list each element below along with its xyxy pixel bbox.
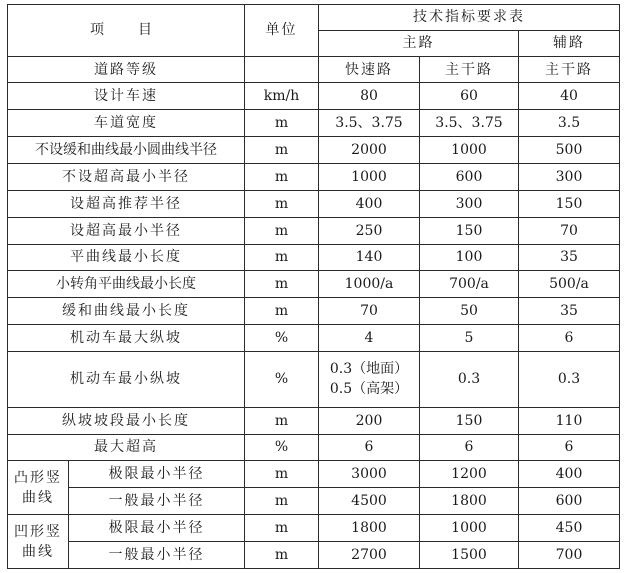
row-value-expressway: 2000 — [319, 137, 420, 164]
row-label: 纵坡坡段最小长度 — [8, 407, 245, 434]
row-label: 不设缓和曲线最小圆曲线半径 — [8, 137, 245, 164]
row-value-aux-road: 110 — [519, 407, 620, 434]
table-row — [8, 244, 620, 271]
row-value-expressway: 4500 — [319, 488, 420, 515]
row-value-aux-road: 35 — [519, 298, 620, 325]
row-label: 机动车最大纵坡 — [8, 325, 245, 352]
table-row — [8, 461, 620, 488]
row-unit: m — [245, 407, 319, 434]
row-unit: m — [245, 190, 319, 217]
row-value-main-arterial: 150 — [420, 217, 519, 244]
row-value-aux-road: 450 — [519, 515, 620, 542]
row-label: 设超高推荐半径 — [8, 190, 245, 217]
row-value-expressway: 2700 — [319, 541, 420, 568]
row-value-main-arterial: 150 — [420, 407, 519, 434]
row-unit — [245, 56, 319, 83]
table-row — [8, 351, 620, 407]
table-row — [8, 83, 620, 110]
row-label: 机动车最小纵坡 — [8, 351, 245, 407]
row-unit: m — [245, 515, 319, 542]
header-unit: 单位 — [245, 5, 319, 57]
row-value-aux-road: 35 — [519, 244, 620, 271]
row-value-expressway: 1000/a — [319, 271, 420, 298]
row-value-expressway: 3.5、3.75 — [319, 110, 420, 137]
table-row — [8, 217, 620, 244]
row-unit: m — [245, 164, 319, 191]
row-value-aux-road: 300 — [519, 164, 620, 191]
row-value-main-arterial: 3.5、3.75 — [420, 110, 519, 137]
table-row — [8, 515, 620, 542]
row-value-aux-road: 500 — [519, 137, 620, 164]
row-value-aux-road: 600 — [519, 488, 620, 515]
row-value-expressway: 6 — [319, 434, 420, 461]
header-main-road: 主路 — [319, 30, 519, 56]
row-value-main-arterial: 主干路 — [420, 56, 519, 83]
row-label: 极限最小半径 — [69, 461, 245, 488]
min-grade-ground-value: 0.3（地面） — [329, 361, 409, 378]
row-unit: m — [245, 271, 319, 298]
row-unit: m — [245, 137, 319, 164]
row-value-expressway: 3000 — [319, 461, 420, 488]
row-label: 小转角平曲线最小长度 — [8, 271, 245, 298]
concave-group-line-2: 曲线 — [22, 543, 54, 560]
row-value-expressway: 140 — [319, 244, 420, 271]
row-value-expressway: 80 — [319, 83, 420, 110]
row-value-aux-road: 3.5 — [519, 110, 620, 137]
table-row — [8, 164, 620, 191]
row-unit: m — [245, 541, 319, 568]
row-label: 车道宽度 — [8, 110, 245, 137]
row-label: 道路等级 — [8, 56, 245, 83]
row-unit: m — [245, 488, 319, 515]
table-row — [8, 434, 620, 461]
convex-curve-group-label — [8, 461, 69, 515]
header-row-1 — [8, 5, 620, 31]
row-value-main-arterial: 600 — [420, 164, 519, 191]
row-unit: % — [245, 325, 319, 352]
row-value-aux-road: 400 — [519, 461, 620, 488]
row-value-aux-road: 0.3 — [519, 351, 620, 407]
row-value-expressway: 400 — [319, 190, 420, 217]
row-value-expressway: 70 — [319, 298, 420, 325]
row-value-main-arterial: 1500 — [420, 541, 519, 568]
row-value-main-arterial: 700/a — [420, 271, 519, 298]
table-row — [8, 488, 620, 515]
row-label: 设超高最小半径 — [8, 217, 245, 244]
row-value-main-arterial: 100 — [420, 244, 519, 271]
row-value-expressway — [319, 351, 420, 407]
row-value-expressway: 4 — [319, 325, 420, 352]
row-value-aux-road: 6 — [519, 434, 620, 461]
table-row — [8, 325, 620, 352]
row-label: 一般最小半径 — [69, 488, 245, 515]
header-requirements-title: 技术指标要求表 — [319, 5, 620, 31]
table-row — [8, 298, 620, 325]
row-label: 不设超高最小半径 — [8, 164, 245, 191]
row-value-expressway: 200 — [319, 407, 420, 434]
convex-group-line-1: 凸形竖 — [14, 469, 62, 486]
row-label: 设计车速 — [8, 83, 245, 110]
row-value-expressway: 1800 — [319, 515, 420, 542]
row-unit: m — [245, 244, 319, 271]
header-aux-road: 辅路 — [519, 30, 620, 56]
row-value-main-arterial: 60 — [420, 83, 519, 110]
row-value-aux-road: 700 — [519, 541, 620, 568]
row-value-main-arterial: 1000 — [420, 515, 519, 542]
row-value-aux-road: 150 — [519, 190, 620, 217]
row-value-aux-road: 40 — [519, 83, 620, 110]
row-value-aux-road: 500/a — [519, 271, 620, 298]
table-row — [8, 271, 620, 298]
row-value-main-arterial: 1800 — [420, 488, 519, 515]
table-row — [8, 541, 620, 568]
table-row — [8, 190, 620, 217]
row-label: 一般最小半径 — [69, 541, 245, 568]
row-unit: km/h — [245, 83, 319, 110]
row-label: 缓和曲线最小长度 — [8, 298, 245, 325]
row-unit: m — [245, 461, 319, 488]
row-value-expressway: 1000 — [319, 164, 420, 191]
row-value-aux-road: 主干路 — [519, 56, 620, 83]
row-value-main-arterial: 1200 — [420, 461, 519, 488]
row-value-main-arterial: 0.3 — [420, 351, 519, 407]
row-label: 平曲线最小长度 — [8, 244, 245, 271]
technical-spec-table — [7, 4, 620, 569]
row-value-main-arterial: 300 — [420, 190, 519, 217]
row-unit: % — [245, 351, 319, 407]
header-item: 项 目 — [8, 5, 245, 57]
concave-curve-group-label — [8, 515, 69, 569]
row-value-expressway: 快速路 — [319, 56, 420, 83]
row-label: 极限最小半径 — [69, 515, 245, 542]
table-row — [8, 110, 620, 137]
concave-group-line-1: 凹形竖 — [14, 523, 62, 540]
row-unit: m — [245, 217, 319, 244]
row-value-aux-road: 70 — [519, 217, 620, 244]
row-value-main-arterial: 1000 — [420, 137, 519, 164]
table-row — [8, 137, 620, 164]
min-grade-elevated-value: 0.5（高架） — [329, 381, 409, 398]
row-value-expressway: 250 — [319, 217, 420, 244]
row-unit: % — [245, 434, 319, 461]
convex-group-line-2: 曲线 — [22, 489, 54, 506]
row-unit: m — [245, 298, 319, 325]
row-value-main-arterial: 6 — [420, 434, 519, 461]
row-unit: m — [245, 110, 319, 137]
row-value-aux-road: 6 — [519, 325, 620, 352]
row-label: 最大超高 — [8, 434, 245, 461]
table-row — [8, 407, 620, 434]
row-value-main-arterial: 5 — [420, 325, 519, 352]
table-row — [8, 56, 620, 83]
row-value-main-arterial: 50 — [420, 298, 519, 325]
